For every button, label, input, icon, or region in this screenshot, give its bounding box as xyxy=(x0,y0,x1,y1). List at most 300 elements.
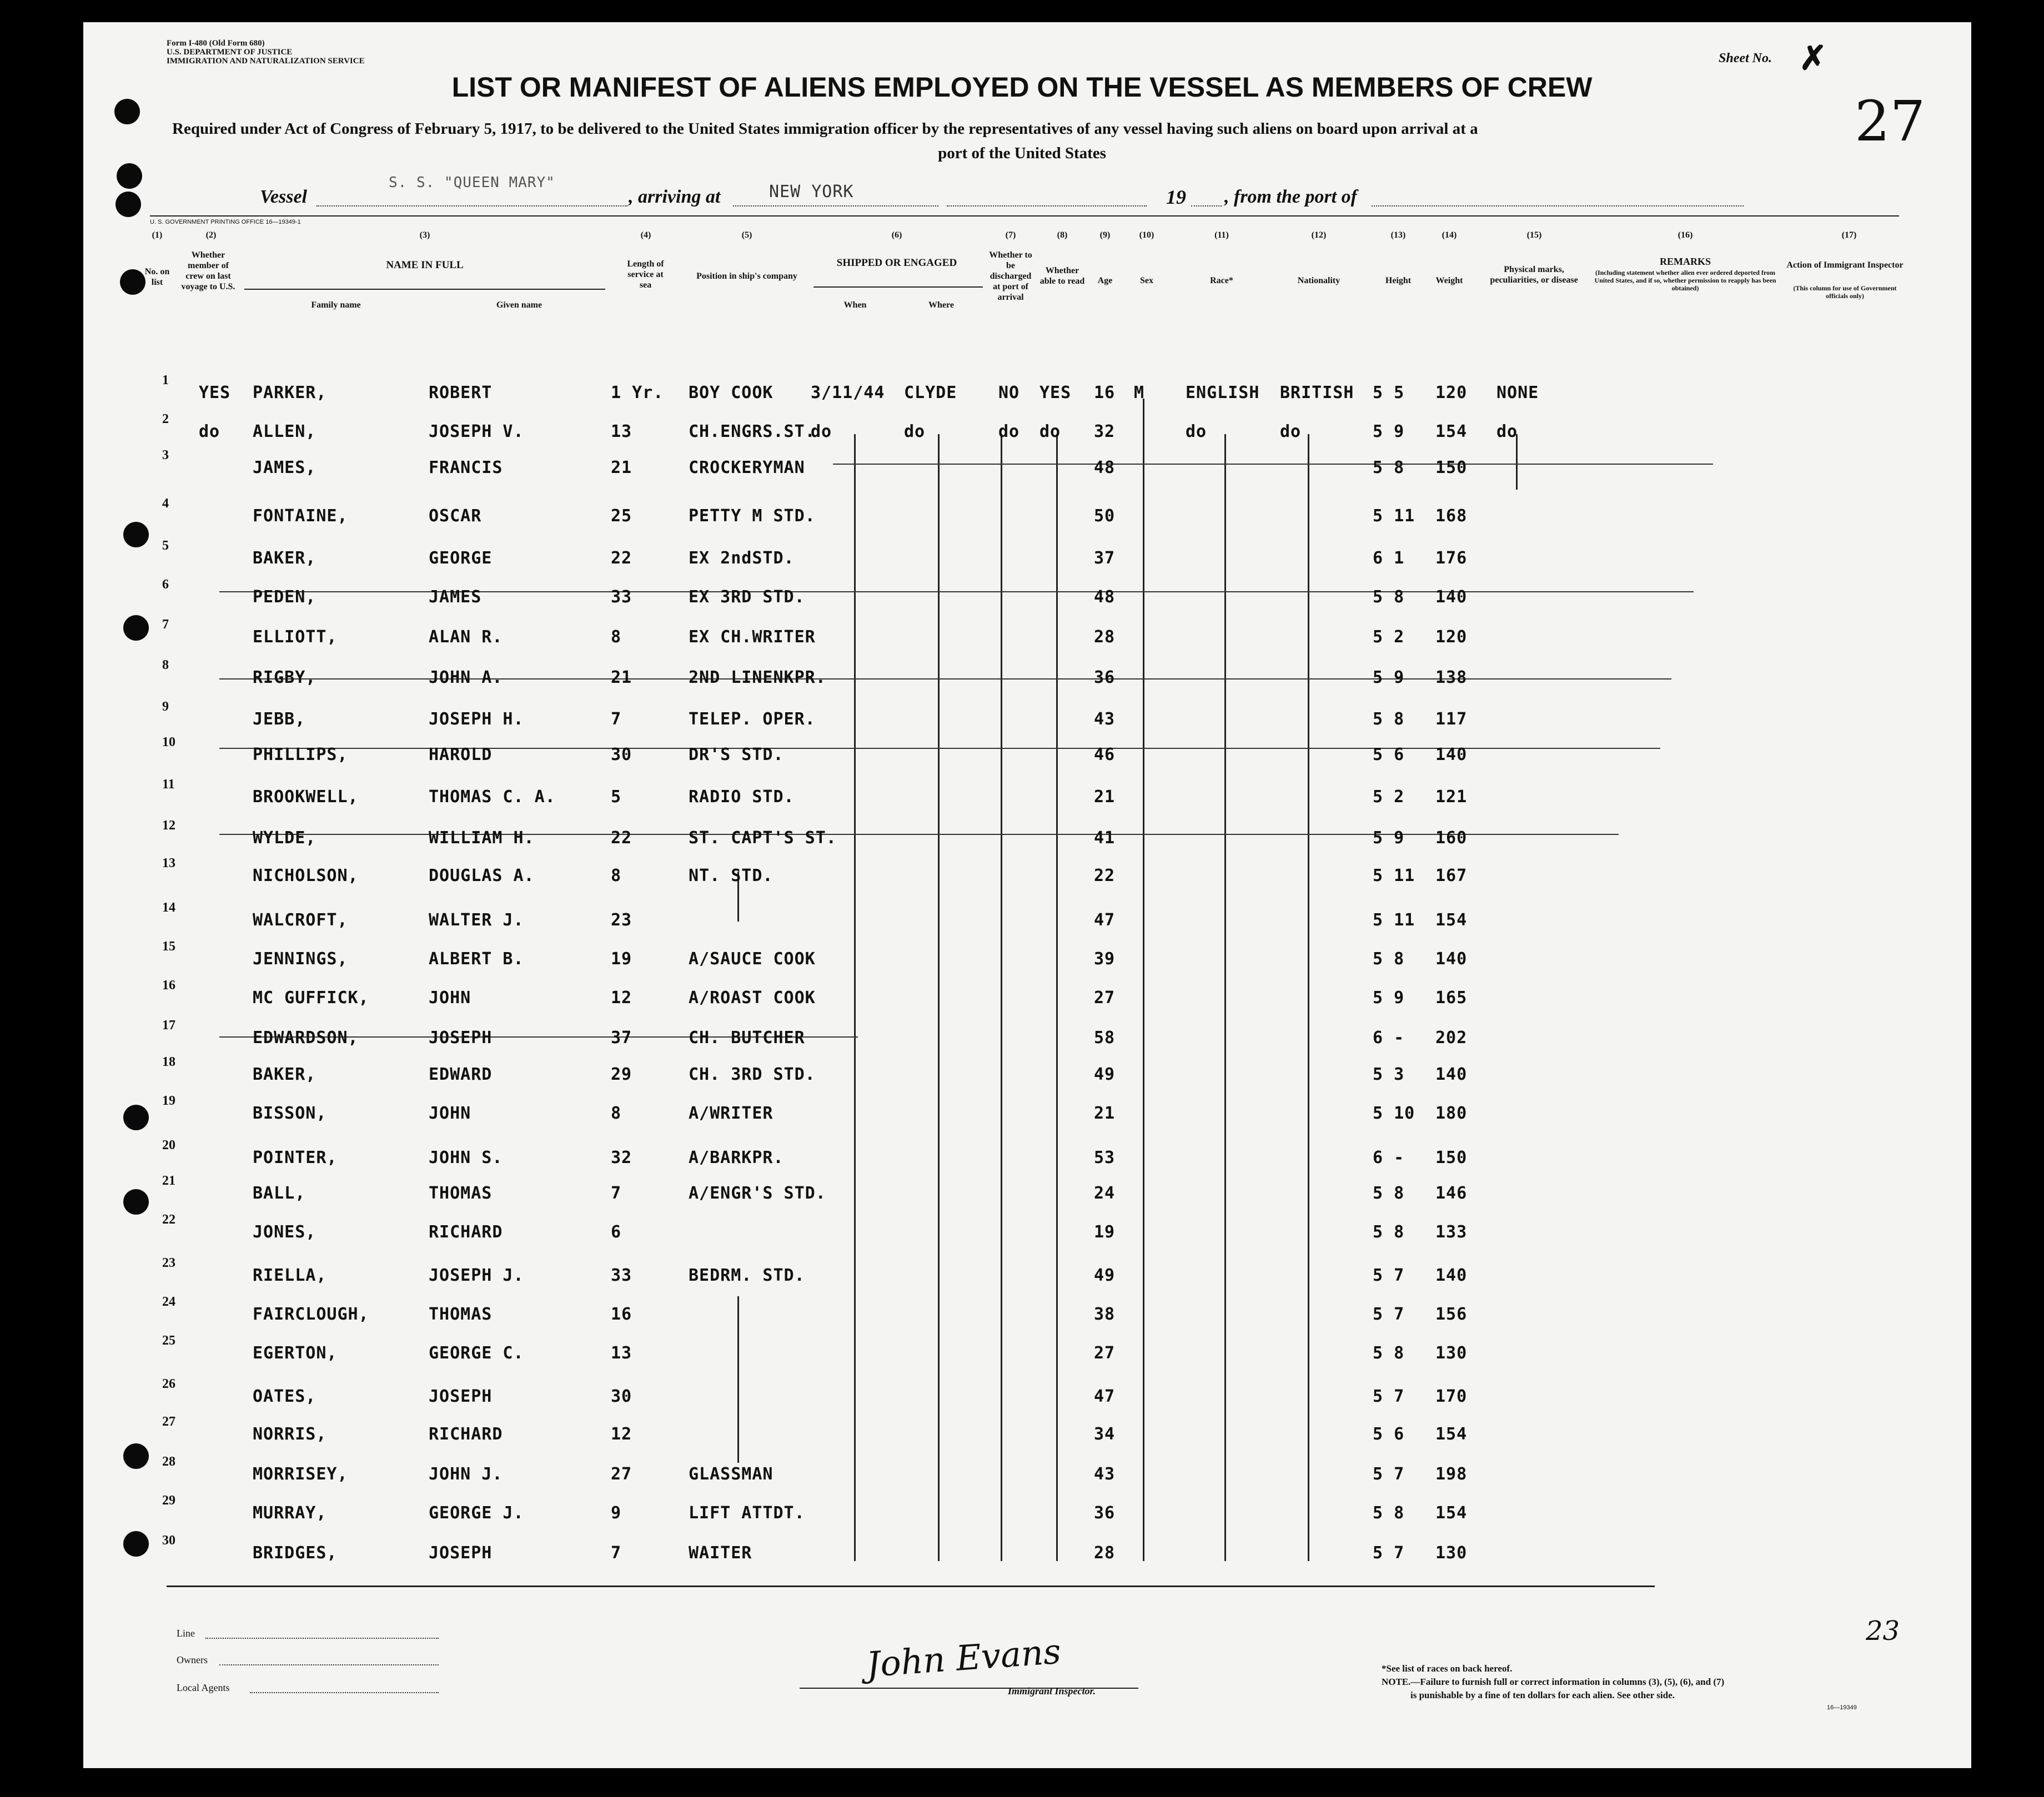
col1-num: (1) xyxy=(152,230,163,240)
col14-num: (14) xyxy=(1442,230,1457,240)
vessel-field-line xyxy=(317,205,627,207)
cell-read: YES xyxy=(1039,383,1072,402)
sheet-number-handwritten: 27 xyxy=(1855,89,1926,154)
service-name: IMMIGRATION AND NATURALIZATION SERVICE xyxy=(167,57,365,66)
cell-weight: 140 xyxy=(1435,949,1468,969)
note-line2: is punishable by a fine of ten dollars for each alien. See other side. xyxy=(1410,1690,1675,1700)
cell-age: 24 xyxy=(1094,1184,1116,1203)
cell-height: 5 8 xyxy=(1373,1222,1405,1242)
col1-label: No. on list xyxy=(144,267,170,287)
cell-family: BAKER, xyxy=(253,548,317,568)
cell-service: 30 xyxy=(611,1387,632,1406)
table-bottom-rule xyxy=(167,1585,1655,1587)
cell-no: 5 xyxy=(162,538,169,553)
cell-weight: 154 xyxy=(1435,1503,1468,1523)
col5-label: Position in ship's company xyxy=(696,271,797,281)
cell-weight: 202 xyxy=(1435,1028,1468,1048)
col12-label: Nationality xyxy=(1297,276,1340,285)
subtitle-line2: port of the United States xyxy=(938,144,1106,162)
cell-family: BROOKWELL, xyxy=(253,787,359,807)
cell-weight: 156 xyxy=(1435,1305,1468,1324)
punch-hole xyxy=(123,1443,149,1469)
cell-height: 5 8 xyxy=(1373,949,1405,969)
arriving-field-line xyxy=(733,205,938,207)
cell-weight: 140 xyxy=(1435,587,1468,607)
cell-family: BRIDGES, xyxy=(253,1543,338,1563)
col3-label: NAME IN FULL xyxy=(386,259,464,271)
from-port-label: , from the port of xyxy=(1224,187,1357,207)
cell-service: 19 xyxy=(611,949,632,969)
cell-service: 21 xyxy=(611,458,632,477)
cell-weight: 168 xyxy=(1435,506,1468,526)
cell-discharge: NO xyxy=(998,383,1020,402)
agents-field xyxy=(250,1692,439,1693)
cell-position: NT. STD. xyxy=(689,866,774,885)
cell-age: 34 xyxy=(1094,1424,1116,1444)
col11-label: Race* xyxy=(1210,276,1233,285)
cell-given: JOHN S. xyxy=(429,1148,503,1167)
cell-weight: 130 xyxy=(1435,1543,1468,1563)
sheet-number-struck: ✗ xyxy=(1799,39,1827,77)
cell-position: A/ENGR'S STD. xyxy=(689,1184,826,1203)
ditto-line-where xyxy=(938,434,940,1561)
cell-age: 22 xyxy=(1094,866,1116,885)
cell-family: NICHOLSON, xyxy=(253,866,359,885)
cell-position: CH.ENGRS.ST. xyxy=(689,422,816,441)
cell-age: 58 xyxy=(1094,1028,1116,1048)
cell-family: BALL, xyxy=(253,1184,306,1203)
col15-label: Physical marks, peculiarities, or disease xyxy=(1490,265,1578,285)
col6-divider xyxy=(813,286,983,288)
cell-height: 5 10 xyxy=(1373,1104,1415,1123)
cell-height: 5 7 xyxy=(1373,1387,1405,1406)
cell-weight: 120 xyxy=(1435,627,1468,647)
cell-no: 14 xyxy=(162,900,175,915)
cell-given: THOMAS C. A. xyxy=(429,787,556,807)
cell-family: PHILLIPS, xyxy=(253,745,348,764)
cell-given: RICHARD xyxy=(429,1222,503,1242)
cell-service: 21 xyxy=(611,668,632,687)
cell-age: 49 xyxy=(1094,1065,1116,1084)
cell-given: EDWARD xyxy=(429,1065,493,1084)
cell-height: 5 9 xyxy=(1373,828,1405,848)
cell-age: 27 xyxy=(1094,988,1116,1008)
cell-family: EGERTON, xyxy=(253,1343,338,1363)
cell-no: 21 xyxy=(162,1174,175,1188)
cell-weight: 170 xyxy=(1435,1387,1468,1406)
cell-family: RIGBY, xyxy=(253,668,317,687)
cell-given: WALTER J. xyxy=(429,910,524,930)
cell-nationality: BRITISH xyxy=(1280,383,1354,402)
cell-age: 19 xyxy=(1094,1222,1116,1242)
ditto-line-discharge xyxy=(1001,434,1002,1561)
punch-hole xyxy=(120,269,145,295)
cell-weight: 154 xyxy=(1435,910,1468,930)
cell-given: ROBERT xyxy=(429,383,493,402)
vessel-label: Vessel xyxy=(260,187,307,207)
cell-given: JOSEPH xyxy=(429,1543,493,1563)
cell-weight: 180 xyxy=(1435,1104,1468,1123)
cell-family: PARKER, xyxy=(253,383,327,402)
cell-no: 16 xyxy=(162,978,175,993)
cell-weight: 160 xyxy=(1435,828,1468,848)
cell-service: 16 xyxy=(611,1305,632,1324)
punch-hole xyxy=(123,522,149,547)
cell-position: A/BARKPR. xyxy=(689,1148,784,1167)
cell-age: 41 xyxy=(1094,828,1116,848)
cell-height: 5 8 xyxy=(1373,587,1405,607)
cell-age: 16 xyxy=(1094,383,1116,402)
cell-given: JOSEPH xyxy=(429,1387,493,1406)
cell-no: 11 xyxy=(162,777,175,792)
col9-num: (9) xyxy=(1099,230,1111,240)
cell-no: 19 xyxy=(162,1094,175,1108)
cell-given: JOHN A. xyxy=(429,668,503,687)
cell-given: DOUGLAS A. xyxy=(429,866,535,885)
ditto-line-marks xyxy=(1516,434,1518,490)
col6-label: SHIPPED OR ENGAGED xyxy=(836,257,957,269)
cell-age: 36 xyxy=(1094,668,1116,687)
cell-service: 12 xyxy=(611,988,632,1008)
cell-no: 10 xyxy=(162,735,175,749)
form-code: 16—19349 xyxy=(1827,1704,1857,1711)
cell-height: 5 9 xyxy=(1373,668,1405,687)
page-number-handwritten: 23 xyxy=(1866,1615,1900,1647)
cell-height: 5 9 xyxy=(1373,988,1405,1008)
cell-height: 5 11 xyxy=(1373,866,1415,885)
cell-service: 13 xyxy=(611,422,632,441)
cell-position: A/SAUCE COOK xyxy=(689,949,816,969)
cell-service: 30 xyxy=(611,745,632,764)
cell-weight: 138 xyxy=(1435,668,1468,687)
line-label: Line xyxy=(177,1628,195,1639)
races-note: *See list of races on back hereof. xyxy=(1382,1663,1513,1674)
cell-no: 7 xyxy=(162,617,169,632)
cell-position: PETTY M STD. xyxy=(689,506,816,526)
cell-given: FRANCIS xyxy=(429,458,503,477)
cell-no: 26 xyxy=(162,1377,175,1391)
cell-height: 6 - xyxy=(1373,1028,1405,1048)
cell-age: 43 xyxy=(1094,709,1116,729)
cell-weight: 154 xyxy=(1435,1424,1468,1444)
date-field-line xyxy=(947,205,1147,207)
cell-age: 48 xyxy=(1094,458,1116,477)
col3-divider xyxy=(244,289,605,290)
page-title: LIST OR MANIFEST OF ALIENS EMPLOYED ON THE VESSEL AS MEMBERS OF CREW xyxy=(451,72,1593,103)
cell-service: 13 xyxy=(611,1343,632,1363)
cell-given: OSCAR xyxy=(429,506,482,526)
col16-num: (16) xyxy=(1678,230,1693,240)
cell-age: 37 xyxy=(1094,548,1116,568)
cell-given: THOMAS xyxy=(429,1305,493,1324)
cell-service: 7 xyxy=(611,709,622,729)
cell-where: CLYDE xyxy=(904,383,957,402)
cell-position: A/ROAST COOK xyxy=(689,988,816,1008)
cell-no: 12 xyxy=(162,818,175,833)
subtitle-line1: Required under Act of Congress of February 5, 1917, to be delivered to the United States immigration officer by the representatives of any vessel having such aliens on board upon arrival at a xyxy=(172,120,1478,138)
cell-no: 28 xyxy=(162,1454,175,1469)
cell-given: JOSEPH H. xyxy=(429,709,524,729)
punch-hole xyxy=(117,163,142,189)
cell-height: 5 2 xyxy=(1373,627,1405,647)
col17-num: (17) xyxy=(1841,230,1857,240)
cell-service: 25 xyxy=(611,506,632,526)
cell-given: THOMAS xyxy=(429,1184,493,1203)
col3-num: (3) xyxy=(419,230,430,240)
cell-family: JONES, xyxy=(253,1222,317,1242)
arriving-label: , arriving at xyxy=(629,187,721,207)
cell-family: BISSON, xyxy=(253,1104,327,1123)
col3-family: Family name xyxy=(311,300,361,310)
cell-no: 2 xyxy=(162,412,169,426)
cell-weight: 117 xyxy=(1435,709,1468,729)
cell-service: 22 xyxy=(611,548,632,568)
cell-no: 13 xyxy=(162,856,175,870)
printing-office: U. S. GOVERNMENT PRINTING OFFICE 16—19349-1 xyxy=(150,219,301,225)
cell-height: 5 7 xyxy=(1373,1305,1405,1324)
cell-weight: 167 xyxy=(1435,866,1468,885)
cell-family: POINTER, xyxy=(253,1148,338,1167)
cell-no: 15 xyxy=(162,939,175,954)
ditto-line-race xyxy=(1224,434,1226,1561)
line-field xyxy=(205,1638,439,1639)
cell-service: 33 xyxy=(611,587,632,607)
cell-age: 46 xyxy=(1094,745,1116,764)
cell-position: CH. BUTCHER xyxy=(689,1028,805,1048)
col8-num: (8) xyxy=(1057,230,1068,240)
cell-weight: 140 xyxy=(1435,1266,1468,1285)
col14-label: Weight xyxy=(1435,276,1463,285)
cell-no: 20 xyxy=(162,1138,175,1152)
cell-weight: 150 xyxy=(1435,1148,1468,1167)
cell-where: do xyxy=(904,422,926,441)
cell-no: 18 xyxy=(162,1055,175,1069)
cell-height: 5 8 xyxy=(1373,709,1405,729)
cell-family: EDWARDSON, xyxy=(253,1028,359,1048)
cell-when: 3/11/44 xyxy=(811,383,885,402)
cell-given: JOSEPH J. xyxy=(429,1266,524,1285)
cell-age: 28 xyxy=(1094,1543,1116,1563)
col16-note: (Including statement whether alien ever ordered deported from United States, and if so, whether permission to reapply has been obtained) xyxy=(1594,269,1776,292)
strike-row-3 xyxy=(833,464,1713,465)
ditto-line-position-b xyxy=(737,1296,739,1463)
cell-family: RIELLA, xyxy=(253,1266,327,1285)
cell-height: 5 9 xyxy=(1373,422,1405,441)
cell-service: 1 Yr. xyxy=(611,383,664,402)
cell-given: GEORGE C. xyxy=(429,1343,524,1363)
cell-height: 5 11 xyxy=(1373,910,1415,930)
year-label: 19 xyxy=(1166,186,1186,208)
cell-no: 23 xyxy=(162,1256,175,1270)
cell-family: ELLIOTT, xyxy=(253,627,338,647)
cell-given: HAROLD xyxy=(429,745,493,764)
punch-hole xyxy=(123,1531,149,1557)
cell-family: JAMES, xyxy=(253,458,317,477)
cell-position: TELEP. OPER. xyxy=(689,709,816,729)
col6-when: When xyxy=(843,300,867,310)
cell-position: GLASSMAN xyxy=(689,1464,774,1484)
cell-service: 8 xyxy=(611,866,622,885)
arriving-value: NEW YORK xyxy=(769,182,854,202)
cell-age: 43 xyxy=(1094,1464,1116,1484)
cell-height: 5 7 xyxy=(1373,1266,1405,1285)
cell-given: JOSEPH V. xyxy=(429,422,524,441)
cell-age: 47 xyxy=(1094,1387,1116,1406)
col2-num: (2) xyxy=(205,230,217,240)
cell-no: 6 xyxy=(162,577,169,592)
cell-family: NORRIS, xyxy=(253,1424,327,1444)
punch-hole xyxy=(123,1105,149,1130)
cell-marks: do xyxy=(1496,422,1518,441)
ditto-line-nationality xyxy=(1308,434,1309,1561)
cell-position: LIFT ATTDT. xyxy=(689,1503,805,1523)
cell-given: WILLIAM H. xyxy=(429,828,535,848)
cell-no: 27 xyxy=(162,1415,175,1429)
owners-label: Owners xyxy=(177,1654,208,1665)
col12-num: (12) xyxy=(1311,230,1327,240)
cell-service: 23 xyxy=(611,910,632,930)
cell-height: 5 7 xyxy=(1373,1543,1405,1563)
cell-family: WYLDE, xyxy=(253,828,317,848)
cell-age: 21 xyxy=(1094,1104,1116,1123)
cell-position: EX 2ndSTD. xyxy=(689,548,795,568)
cell-service: 33 xyxy=(611,1266,632,1285)
cell-age: 49 xyxy=(1094,1266,1116,1285)
inspector-signature: John Evans xyxy=(865,1630,1062,1685)
col17-label: Action of Immigrant Inspector xyxy=(1786,260,1904,270)
cell-family: MC GUFFICK, xyxy=(253,988,369,1008)
cell-age: 47 xyxy=(1094,910,1116,930)
cell-family: PEDEN, xyxy=(253,587,317,607)
cell-age: 48 xyxy=(1094,587,1116,607)
cell-position: BEDRM. STD. xyxy=(689,1266,805,1285)
owners-field xyxy=(219,1664,439,1665)
col6-num: (6) xyxy=(891,230,902,240)
cell-height: 5 5 xyxy=(1373,383,1405,402)
col10-label: Sex xyxy=(1140,276,1153,285)
cell-family: ALLEN, xyxy=(253,422,317,441)
cell-race: do xyxy=(1186,422,1207,441)
cell-weight: 165 xyxy=(1435,988,1468,1008)
from-port-field-line xyxy=(1372,205,1744,207)
cell-given: JOHN xyxy=(429,1104,471,1123)
cell-given: JOHN xyxy=(429,988,471,1008)
col8-label: Whether able to read xyxy=(1039,266,1085,286)
vessel-value: S. S. "QUEEN MARY" xyxy=(389,174,555,191)
cell-weight: 133 xyxy=(1435,1222,1468,1242)
year-field-line xyxy=(1191,205,1222,207)
cell-family: BAKER, xyxy=(253,1065,317,1084)
cell-position: CROCKERYMAN xyxy=(689,458,805,477)
cell-family: FONTAINE, xyxy=(253,506,348,526)
cell-no: 22 xyxy=(162,1212,175,1227)
col4-num: (4) xyxy=(640,230,651,240)
cell-height: 5 7 xyxy=(1373,1464,1405,1484)
cell-height: 5 3 xyxy=(1373,1065,1405,1084)
cell-service: 32 xyxy=(611,1148,632,1167)
department: U.S. DEPARTMENT OF JUSTICE xyxy=(167,48,293,57)
col7-label: Whether to be discharged at port of arrival xyxy=(989,250,1032,302)
cell-crew: do xyxy=(199,422,220,441)
cell-service: 12 xyxy=(611,1424,632,1444)
cell-service: 37 xyxy=(611,1028,632,1048)
cell-height: 5 2 xyxy=(1373,787,1405,807)
cell-given: ALBERT B. xyxy=(429,949,524,969)
cell-weight: 140 xyxy=(1435,1065,1468,1084)
cell-position: EX 3RD STD. xyxy=(689,587,805,607)
cell-service: 29 xyxy=(611,1065,632,1084)
cell-service: 22 xyxy=(611,828,632,848)
form-number: Form I-480 (Old Form 680) xyxy=(167,39,265,48)
punch-hole xyxy=(123,1189,149,1215)
header-top-rule xyxy=(150,215,1899,217)
cell-position: 2ND LINENKPR. xyxy=(689,668,826,687)
cell-no: 9 xyxy=(162,699,169,714)
cell-position: BOY COOK xyxy=(689,383,774,402)
col10-num: (10) xyxy=(1139,230,1154,240)
ditto-line-when xyxy=(854,434,856,1561)
col13-label: Height xyxy=(1385,276,1412,285)
cell-given: GEORGE J. xyxy=(429,1503,524,1523)
punch-hole xyxy=(115,192,141,217)
cell-service: 8 xyxy=(611,1104,622,1123)
cell-read: do xyxy=(1039,422,1061,441)
col9-label: Age xyxy=(1097,276,1113,285)
cell-height: 5 6 xyxy=(1373,1424,1405,1444)
col13-num: (13) xyxy=(1390,230,1406,240)
cell-age: 27 xyxy=(1094,1343,1116,1363)
cell-height: 5 8 xyxy=(1373,1343,1405,1363)
cell-weight: 150 xyxy=(1435,458,1468,477)
cell-weight: 130 xyxy=(1435,1343,1468,1363)
cell-family: MORRISEY, xyxy=(253,1464,348,1484)
col16-label: REMARKS xyxy=(1659,256,1711,267)
cell-service: 5 xyxy=(611,787,622,807)
col4-label: Length of service at sea xyxy=(627,259,664,290)
cell-given: JOHN J. xyxy=(429,1464,503,1484)
sheet-label: Sheet No. xyxy=(1719,51,1772,66)
cell-position: RADIO STD. xyxy=(689,787,795,807)
cell-height: 5 8 xyxy=(1373,1184,1405,1203)
cell-weight: 198 xyxy=(1435,1464,1468,1484)
cell-position: A/WRITER xyxy=(689,1104,774,1123)
cell-age: 39 xyxy=(1094,949,1116,969)
col17-note: (This column for use of Government officials only) xyxy=(1793,284,1897,300)
cell-when: do xyxy=(811,422,832,441)
cell-family: MURRAY, xyxy=(253,1503,327,1523)
ditto-line-read xyxy=(1056,434,1058,1561)
cell-discharge: do xyxy=(998,422,1020,441)
cell-service: 6 xyxy=(611,1222,622,1242)
col6-where: Where xyxy=(928,300,954,310)
punch-hole xyxy=(123,615,149,641)
cell-height: 6 1 xyxy=(1373,548,1405,568)
note-line1: NOTE.—Failure to furnish full or correct information in columns (3), (5), (6), and (7) xyxy=(1382,1677,1725,1687)
cell-no: 24 xyxy=(162,1295,175,1309)
cell-weight: 121 xyxy=(1435,787,1468,807)
cell-race: ENGLISH xyxy=(1186,383,1260,402)
cell-nationality: do xyxy=(1280,422,1302,441)
col15-num: (15) xyxy=(1526,230,1542,240)
cell-service: 7 xyxy=(611,1184,622,1203)
agents-label: Local Agents xyxy=(177,1682,230,1693)
cell-age: 32 xyxy=(1094,422,1116,441)
cell-age: 53 xyxy=(1094,1148,1116,1167)
col7-num: (7) xyxy=(1005,230,1016,240)
col5-num: (5) xyxy=(741,230,752,240)
cell-age: 50 xyxy=(1094,506,1116,526)
ditto-line-sex xyxy=(1143,399,1144,1561)
